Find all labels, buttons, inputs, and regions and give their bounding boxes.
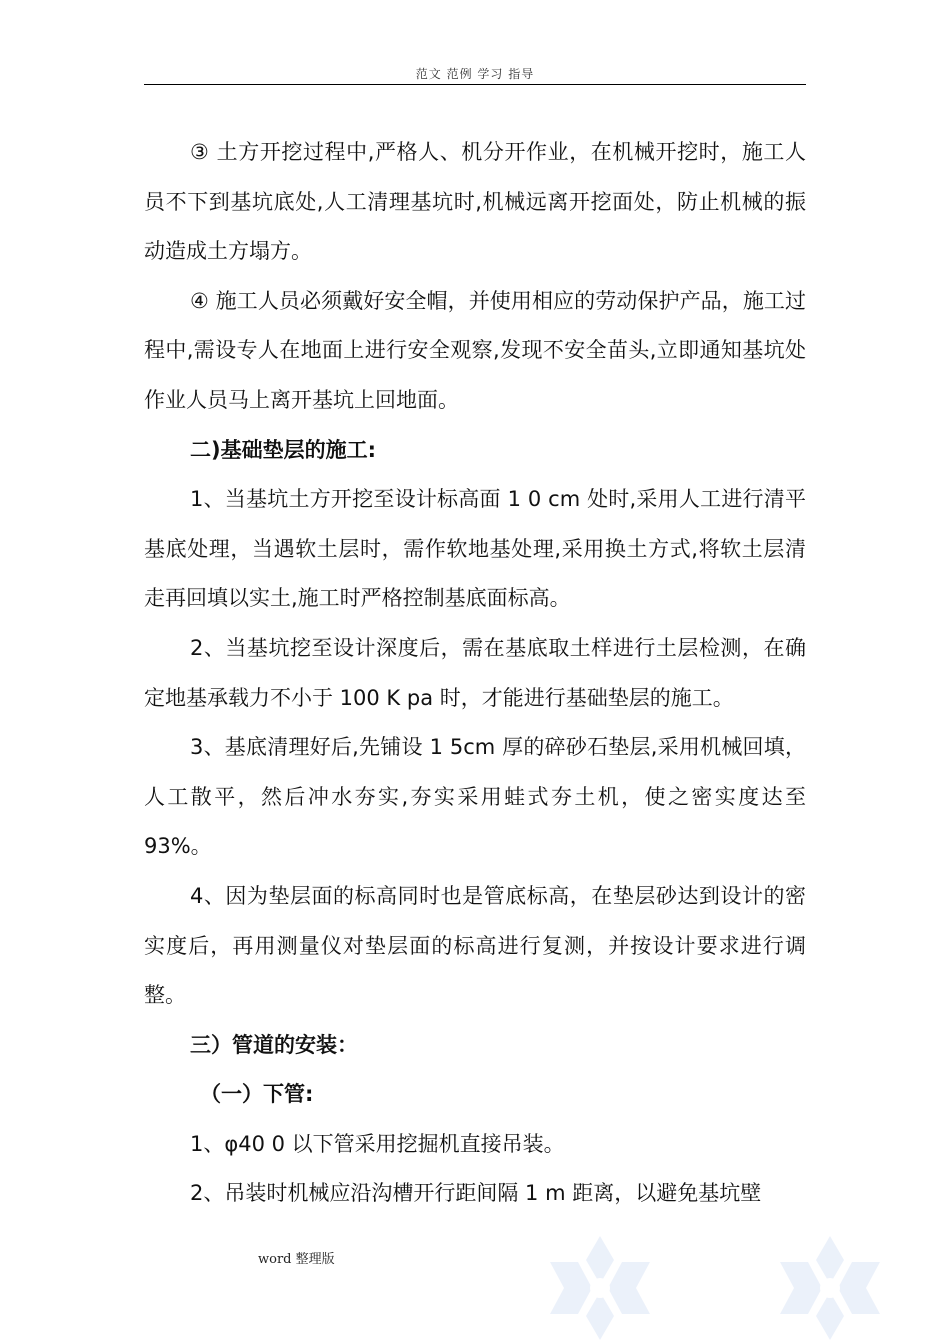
section-heading-foundation-cushion: 二)基础垫层的施工: xyxy=(190,437,376,462)
paragraph-safety-helmet: ④ 施工人员必须戴好安全帽，并使用相应的劳动保护产品，施工过程中,需设专人在地面上进行安全观察,发现不安全苗头,立即通知基坑处作业人员马上离开基坑上回地面。 xyxy=(144,288,806,412)
paragraph-excavator-hoisting: 1、φ40 0 以下管采用挖掘机直接吊装。 xyxy=(190,1131,565,1156)
paragraph-hoisting-distance: 2、吊装时机械应沿沟槽开行距间隔 1 m 距离，以避免基坑壁 xyxy=(190,1181,762,1206)
paragraph-earthwork-separation: ③ 土方开挖过程中,严格人、机分开作业，在机械开挖时，施工人员不下到基坑底处,人工清理基坑时,机械远离开挖面处，防止机械的振动造成土方塌方。 xyxy=(144,140,806,264)
subsection-heading-lowering-pipe: （一）下管: xyxy=(200,1082,314,1107)
footer-label: word 整理版 xyxy=(258,1252,335,1267)
section-heading-pipe-installation: 三）管道的安装： xyxy=(190,1032,358,1057)
document-body xyxy=(144,128,806,1219)
paragraph-base-leveling: 1、当基坑土方开挖至设计标高面 1 0 cm 处时,采用人工进行清平基底处理，当遇软土层时，需作软地基处理,采用换土方式,将软土层清走再回填以实土,施工时严格控制基底面标高。 xyxy=(144,487,806,611)
paragraph-elevation-recheck: 4、因为垫层面的标高同时也是管底标高，在垫层砂达到设计的密实度后，再用测量仪对垫层面的标高进行复测，并按设计要求进行调整。 xyxy=(144,883,806,1008)
paragraph-gravel-cushion: 3、基底清理好后,先铺设 1 5cm 厚的碎砂石垫层,采用机械回填，人工散平，然后冲水夯实,夯实采用蛙式夯土机，使之密实度达至 93%。 xyxy=(144,735,806,859)
snowflake-watermark-icon xyxy=(770,1232,890,1344)
snowflake-watermark-icon xyxy=(540,1232,660,1344)
paragraph-soil-testing: 2、当基坑挖至设计深度后，需在基底取土样进行土层检测，在确定地基承载力不小于 100 K pa 时，才能进行基础垫层的施工。 xyxy=(144,635,806,710)
page-header: 范文 范例 学习 指导 xyxy=(144,66,806,85)
